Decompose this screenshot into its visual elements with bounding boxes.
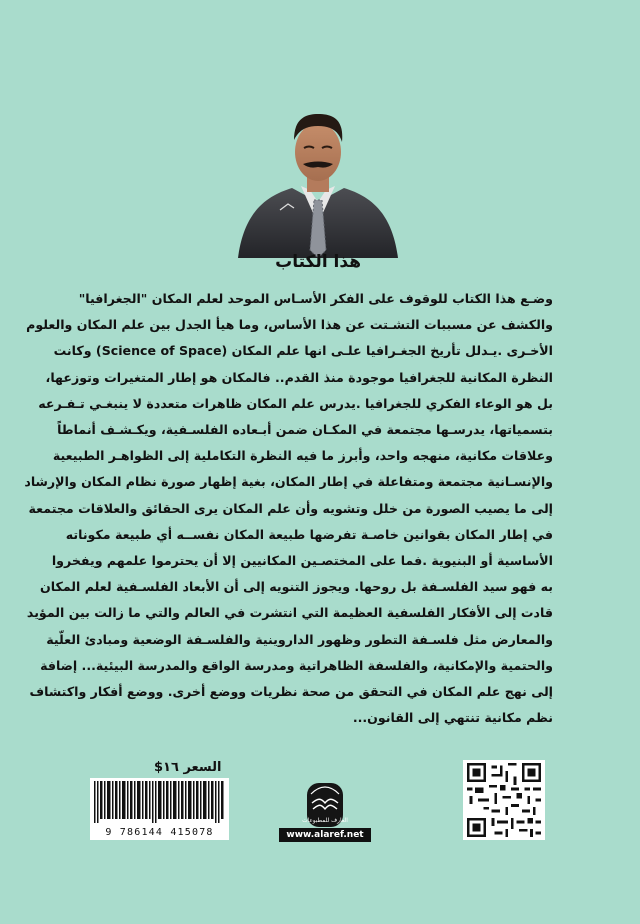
- body-line: والإنسـانية مجتمعة ومتفاعلة في إطار المكان، بغية إظهار صورة نظام المكان والإرشاد: [24, 474, 553, 490]
- body-line: والكشف عن مسببات التشـتت عن هذا الأساس، وما هيأ الجدل بين علم المكان والعلوم: [26, 317, 553, 333]
- body-line: إلى ما يصيب الصورة من خلل وتشويه وأن علم المكان يرى الحقائق والعلاقات مجتمعة: [28, 500, 553, 516]
- isbn-number: 9 786144 415078: [105, 827, 214, 838]
- description-text: [24, 286, 553, 726]
- body-line: قادت إلى الأفكار الفلسفية العظيمة التي انتشرت في العالم والتي ما زالت بين المؤيد: [26, 605, 553, 621]
- title-heading: هذا الكتاب: [275, 252, 361, 272]
- body-line: وضـع هذا الكتاب للوقوف على الفكر الأسـاس الموحد لعلم المكان "الجغرافيا": [78, 291, 553, 306]
- qr-code-icon[interactable]: [463, 760, 545, 840]
- barcode-bars-icon: [94, 781, 225, 823]
- body-line: في إطار المكان بقوانين خاصـة تفرضها طبيعة المكان نفســه أي طبيعة مكوناته: [65, 526, 553, 542]
- body-line: النظرة المكانية للجغرافيا موجودة منذ القدم.. فالمكان هو إطار المتغيرات وتوزعها،: [45, 369, 553, 385]
- barcode: [90, 778, 229, 840]
- publisher-name-text: العارف للمطبوعات: [302, 818, 348, 824]
- price-label: السعر ١٦$: [154, 760, 222, 775]
- author-portrait-icon: [238, 108, 398, 258]
- body-line: والمعارض مثل فلسـفة التطور وظهور الداروينية والفلسـفة الوضعية ومبادئ العلّية: [46, 631, 553, 647]
- website-link[interactable]: www.alaref.net: [279, 828, 371, 842]
- body-line: الأساسية أو البنيوية .فما على المختصـين المكانيين إلا أن يحترموا علمهم ويفخروا: [51, 553, 553, 569]
- body-line: به فهو سيد الفلسـفة بل روحها. ويجوز التنويه إلى أن الأبعاد الفلسـفية لعلم المكان: [40, 579, 553, 595]
- body-line: والحتمية والإمكانية، والفلسفة الظاهراتية ومدرسة الواقع والمدرسة البيئية... إضافة: [40, 657, 553, 673]
- body-line: بل هو الوعاء الفكري للجغرافيا .يدرس علم المكان ظاهرات متعددة لا ينبغـي تـفـرعه: [38, 395, 553, 411]
- body-line: نظم مكانية تنتهي إلى القانون...: [352, 710, 553, 726]
- body-line: الأخـرى .يـدلل تأريخ الجغـرافيا علـى انها علم المكان (Science of Space) وكانت: [53, 343, 553, 359]
- body-line: بتسمياتها، يدرسـها مجتمعة في المكـان ضمن أبـعاده الفلسـفية، ويكـشـف أنماطاً: [57, 422, 553, 438]
- body-line: وعلاقات مكانية، منهجه واحد، وأبرز ما فيه النظرة التكاملية إلى الظواهـر الطبيعية: [52, 448, 553, 464]
- body-line: إلى نهج علم المكان في التحقق من صحة نظريات ووضع أخرى. ووضع أفكار واكتشاف: [29, 684, 553, 700]
